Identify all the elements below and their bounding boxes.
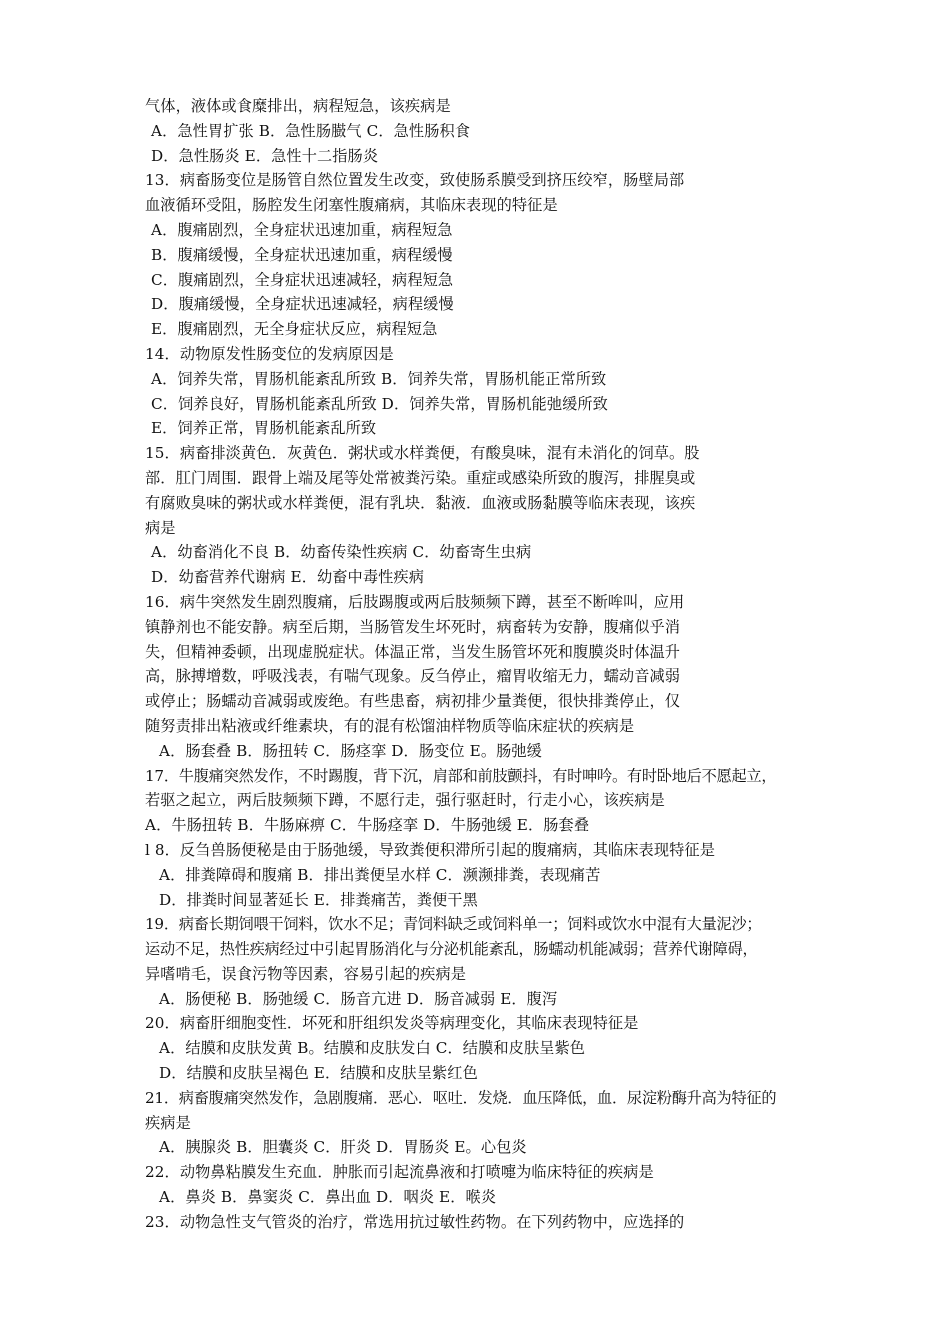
text-line: 高，脉搏增数，呼吸浅表，有喘气现象。反刍停止，瘤胃收缩无力，蠕动音减弱: [145, 667, 681, 686]
text-line: 21．病畜腹痛突然发作，急剧腹痛．恶心．呕吐．发烧．血压降低，血．尿淀粉酶升高为特征的: [145, 1088, 777, 1107]
text-line: A．幼畜消化不良 B．幼畜传染性疾病 C．幼畜寄生虫病: [151, 543, 532, 562]
text-line: A．肠套叠 B．肠扭转 C．肠痉挛 D．肠变位 E。肠弛缓: [159, 741, 542, 760]
text-line: 或停止；肠蠕动音减弱或废绝。有些患畜，病初排少量粪便，很快排粪停止，仅: [145, 692, 681, 711]
text-line: 有腐败臭味的粥状或水样粪便，混有乳块．黏液．血液或肠黏膜等临床表现，该疾: [145, 493, 696, 512]
text-line: 15．病畜排淡黄色．灰黄色．粥状或水样粪便，有酸臭味，混有未消化的饲草。股: [145, 444, 700, 463]
text-line: 17．牛腹痛突然发作，不时踢腹，背下沉，肩部和前肢颤抖，有时呻吟。有时卧地后不愿起立，: [145, 766, 777, 785]
text-line: A．结膜和皮肤发黄 B。结膜和皮肤发白 C．结膜和皮肤呈紫色: [159, 1039, 586, 1058]
text-line: A．肠便秘 B．肠弛缓 C．肠音亢进 D．肠音减弱 E．腹泻: [159, 989, 558, 1008]
text-line: 气体，液体或食糜排出，病程短急，该疾病是: [145, 97, 451, 115]
text-line: 部．肛门周围．跟骨上端及尾等处常被粪污染。重症或感染所致的腹泻，排腥臭或: [145, 468, 696, 487]
text-line: C．腹痛剧烈，全身症状迅速减轻，病程短急: [151, 270, 454, 289]
text-line: 16．病牛突然发生剧烈腹痛，后肢踢腹或两后肢频频下蹲，甚至不断哞叫，应用: [145, 592, 685, 611]
text-line: C．饲养良好，胃肠机能紊乱所致 D．饲养失常，胃肠机能弛缓所致: [151, 394, 608, 413]
text-line: 运动不足，热性疾病经过中引起胃肠消化与分泌机能紊乱，肠蠕动机能减弱；营养代谢障碍，: [145, 940, 758, 959]
text-line: D．排粪时间显著延长 E．排粪痛苦，粪便干黑: [159, 890, 478, 909]
text-line: A．腹痛剧烈，全身症状迅速加重，病程短急: [151, 220, 453, 239]
text-line: E．腹痛剧烈，无全身症状反应，病程短急: [151, 320, 438, 339]
text-line: D．腹痛缓慢，全身症状迅速减轻，病程缓慢: [151, 295, 454, 314]
text-line: D．结膜和皮肤呈褐色 E．结膜和皮肤呈紫红色: [159, 1064, 478, 1083]
text-line: 若驱之起立，两后肢频频下蹲，不愿行走，强行驱赶时，行走小心，该疾病是: [145, 791, 665, 810]
text-line: 血液循环受阻，肠腔发生闭塞性腹痛病，其临床表现的特征是: [145, 196, 558, 215]
text-line: A．胰腺炎 B．胆囊炎 C．肝炎 D．胃肠炎 E。心包炎: [159, 1138, 527, 1157]
text-line: 疾病是: [145, 1113, 191, 1132]
text-line: A．急性胃扩张 B．急性肠臌气 C．急性肠积食: [151, 121, 471, 140]
text-line: 19．病畜长期饲喂干饲料，饮水不足；青饲料缺乏或饲料单一；饲料或饮水中混有大量泥沙；: [145, 915, 762, 934]
text-line: D．急性肠炎 E．急性十二指肠炎: [151, 146, 379, 165]
text-line: 20．病畜肝细胞变性．坏死和肝组织发炎等病理变化，其临床表现特征是: [145, 1014, 639, 1033]
text-line: A．排粪障碍和腹痛 B．排出粪便呈水样 C．濒濒排粪，表现痛苦: [159, 865, 601, 884]
text-line: 镇静剂也不能安静。病至后期，当肠管发生坏死时，病畜转为安静，腹痛似乎消: [145, 617, 681, 636]
text-line: l 8．反刍兽肠便秘是由于肠弛缓，导致粪便积滞所引起的腹痛病，其临床表现特征是: [145, 840, 715, 859]
text-line: 随努责排出粘液或纤维素块，有的混有松馏油样物质等临床症状的疾病是: [145, 716, 635, 735]
text-line: 异嗜啃毛，误食污物等因素，容易引起的疾病是: [145, 964, 467, 983]
text-line: D．幼畜营养代谢病 E．幼畜中毒性疾病: [151, 568, 424, 587]
text-line: B．腹痛缓慢，全身症状迅速加重，病程缓慢: [151, 245, 453, 264]
text-line: A．鼻炎 B．鼻窦炎 C．鼻出血 D．咽炎 E．喉炎: [159, 1188, 497, 1207]
text-line: 23．动物急性支气管炎的治疗，常选用抗过敏性药物。在下列药物中，应选择的: [145, 1212, 685, 1231]
text-line: E．饲养正常，胃肠机能紊乱所致: [151, 419, 377, 438]
text-line: 病是: [145, 518, 176, 537]
text-line: A．牛肠扭转 B．牛肠麻痹 C．牛肠痉挛 D．牛肠弛缓 E．肠套叠: [145, 816, 590, 835]
text-line: 13．病畜肠变位是肠管自然位置发生改变，致使肠系膜受到挤压绞窄，肠壁局部: [145, 171, 685, 190]
document-page: [145, 94, 825, 1235]
text-line: A．饲养失常，胃肠机能紊乱所致 B．饲养失常，胃肠机能正常所致: [151, 369, 607, 388]
text-line: 14．动物原发性肠变位的发病原因是: [145, 344, 394, 363]
text-line: 22．动物鼻粘膜发生充血．肿胀而引起流鼻液和打喷嚏为临床特征的疾病是: [145, 1163, 654, 1182]
text-line: 失，但精神委顿，出现虚脱症状。体温正常，当发生肠管坏死和腹膜炎时体温升: [145, 642, 681, 661]
